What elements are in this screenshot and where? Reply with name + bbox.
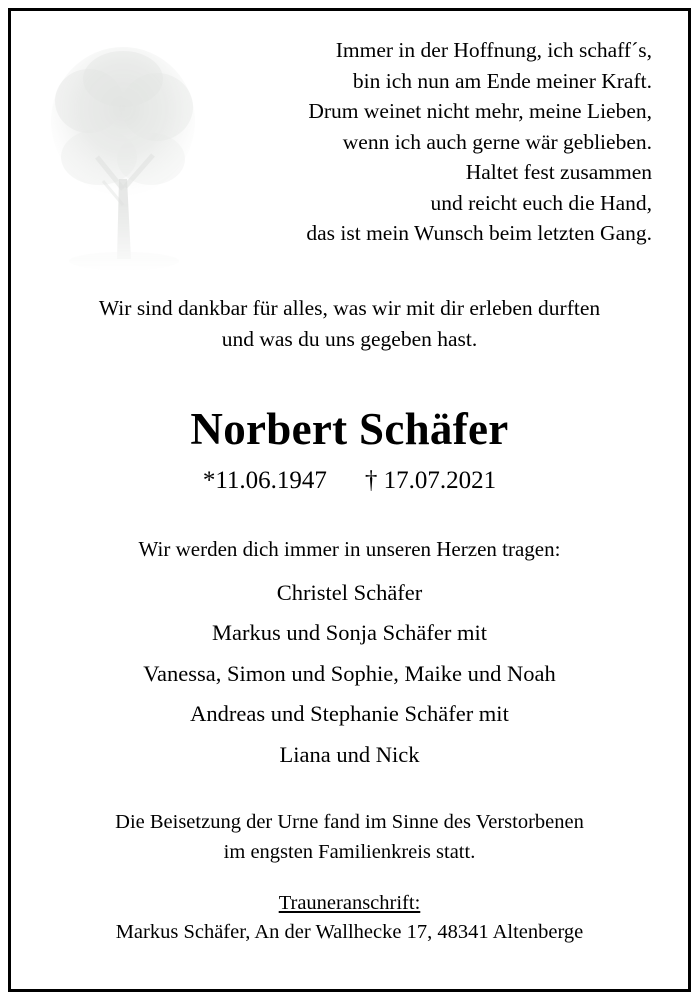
poem-block bbox=[41, 35, 652, 249]
family-line: Andreas und Stephanie Schäfer mit bbox=[190, 701, 509, 727]
death-symbol: † bbox=[364, 466, 378, 494]
poem-line: Haltet fest zusammen bbox=[465, 160, 652, 185]
birth-date: 11.06.1947 bbox=[215, 466, 327, 494]
thanks-line: und was du uns gegeben hast. bbox=[221, 326, 478, 351]
family-line: Markus und Sonja Schäfer mit bbox=[212, 620, 487, 646]
mourning-address: Markus Schäfer, An der Wallhecke 17, 48341 Altenberge bbox=[115, 920, 584, 943]
memory-line: Wir werden dich immer in unseren Herzen tragen: bbox=[138, 536, 561, 561]
poem-line: bin ich nun am Ende meiner Kraft. bbox=[352, 68, 652, 93]
funeral-note bbox=[41, 808, 658, 867]
family-line: Liana und Nick bbox=[279, 741, 420, 767]
birth-symbol: * bbox=[202, 466, 216, 494]
funeral-note-line: im engsten Familienkreis statt. bbox=[223, 841, 476, 864]
thanks-block bbox=[41, 293, 658, 355]
mourning-address-label: Trauneranschrift: bbox=[278, 891, 421, 914]
poem-line: das ist mein Wunsch beim letzten Gang. bbox=[306, 221, 652, 246]
poem-line: und reicht euch die Hand, bbox=[430, 190, 652, 215]
life-dates bbox=[41, 467, 658, 495]
poem-line: Drum weinet nicht mehr, meine Lieben, bbox=[308, 99, 652, 124]
card-content bbox=[11, 11, 688, 989]
poem-line: wenn ich auch gerne wär geblieben. bbox=[342, 129, 652, 154]
death-date: 17.07.2021 bbox=[383, 466, 497, 494]
thanks-line: Wir sind dankbar für alles, was wir mit dir erleben durften bbox=[98, 295, 601, 320]
family-list bbox=[41, 579, 658, 767]
deceased-name: Norbert Schäfer bbox=[190, 403, 509, 454]
funeral-note-line: Die Beisetzung der Urne fand im Sinne des Verstorbenen bbox=[115, 811, 584, 834]
family-line: Christel Schäfer bbox=[276, 579, 423, 605]
family-line: Vanessa, Simon und Sophie, Maike und Noah bbox=[143, 660, 556, 686]
poem-line: Immer in der Hoffnung, ich schaff´s, bbox=[335, 38, 652, 62]
